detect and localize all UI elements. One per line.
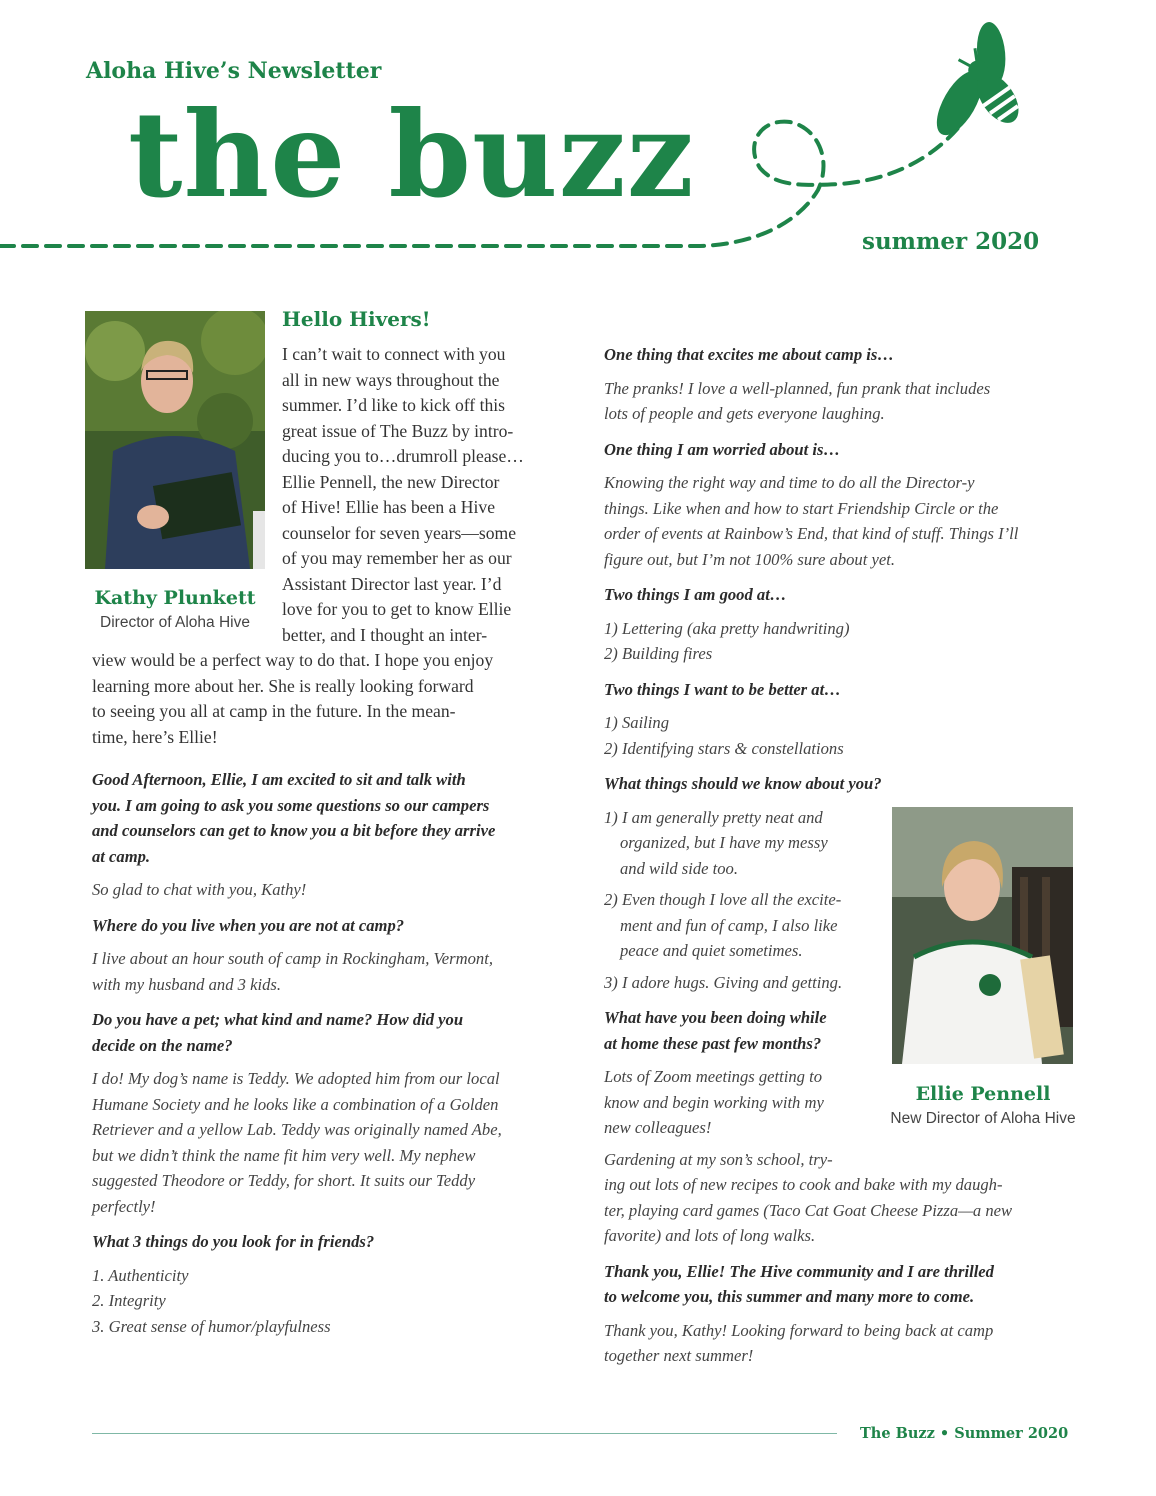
intro-line: to seeing you all at camp in the future. In the mean-: [92, 701, 456, 721]
answer: I live about an hour south of camp in Rockingham, Vermont, with my husband and 3 kids.: [92, 949, 493, 994]
question: What have you been doing while at home these past few months?: [604, 1008, 827, 1053]
answer: Gardening at my son’s school, try- ing out lots of new recipes to cook and bake with my daugh- ter, playing card games (Taco Cat Goat Cheese Pizza—a new favorite) and lots of long walks.: [604, 1149, 1013, 1245]
question: What 3 things do you look for in friends?: [92, 1232, 375, 1251]
intro-line: ducing you to…drumroll please…: [282, 446, 524, 466]
intro-line: summer. I’d like to kick off this: [282, 395, 505, 415]
question: What things should we know about you?: [604, 774, 882, 793]
intro-line: love for you to get to know Ellie: [282, 599, 512, 619]
question: Good Afternoon, Ellie, I am excited to sit and talk with you. I am going to ask you some questions so our campers and counselors can get to know you a bit before they arrive at camp.: [92, 770, 496, 866]
answer: 3) I adore hugs. Giving and getting.: [604, 972, 843, 992]
intro-line: of Hive! Ellie has been a Hive: [282, 497, 495, 517]
answer: 1) Sailing 2) Identifying stars & constellations: [604, 713, 844, 758]
intro-line: I can’t wait to connect with you: [282, 344, 506, 364]
ellie-caption-name: Ellie Pennell: [915, 1083, 1051, 1105]
intro-line: Ellie Pennell, the new Director: [282, 472, 500, 492]
footer-divider: [92, 1433, 837, 1434]
ellie-caption-role: New Director of Aloha Hive: [890, 1110, 1076, 1127]
kathy-caption-role: Director of Aloha Hive: [100, 614, 250, 631]
newsletter-subtitle: Aloha Hive’s Newsletter: [86, 58, 382, 84]
intro-line: of you may remember her as our: [282, 548, 512, 568]
question: Do you have a pet; what kind and name? How did you decide on the name?: [92, 1010, 464, 1055]
question: Where do you live when you are not at camp?: [92, 915, 405, 935]
answer: 1. Authenticity 2. Integrity 3. Great sense of humor/playfulness: [92, 1265, 331, 1336]
intro-line: view would be a perfect way to do that. I hope you enjoy: [92, 650, 494, 670]
answer: Knowing the right way and time to do all the Director-y things. Like when and how to start Friendship Circle or the order of events at Rainbow’s End, that kind of stuff. Things I’ll figure out, but I’m not 100% sure about yet.: [604, 473, 1019, 569]
ellie-photo: [892, 807, 1073, 1064]
answer: 2) Even though I love all the excite- ment and fun of camp, I also like peace and quiet sometimes.: [604, 890, 842, 960]
answer: I do! My dog’s name is Teddy. We adopted him from our local Humane Society and he looks like a combination of a Golden Retriever and a yellow Lab. Teddy was originally named Abe, but we didn’t think the name fit him very well. My nephew suggested Theodore or Teddy, for short. It suits our Teddy perfectly!: [92, 1069, 502, 1216]
question: Thank you, Ellie! The Hive community and I are thrilled to welcome you, this summer and many more to come.: [604, 1261, 994, 1306]
answer: 1) I am generally pretty neat and organized, but I have my messy and wild side too.: [604, 807, 828, 878]
issue-label: summer 2020: [862, 228, 1040, 255]
answer: Thank you, Kathy! Looking forward to being back at camp together next summer!: [604, 1320, 994, 1365]
intro-line: counselor for seven years—some: [282, 523, 517, 543]
left-interview-column: [92, 767, 572, 1349]
answer: 1) Lettering (aka pretty handwriting) 2) Building fires: [604, 618, 850, 663]
newsletter-title: the buzz: [128, 85, 695, 224]
bee-icon: [895, 9, 1053, 163]
question: One thing that excites me about camp is…: [604, 345, 894, 364]
intro-line: great issue of The Buzz by intro-: [282, 421, 514, 441]
intro-heading: Hello Hivers!: [282, 307, 431, 331]
intro-line: better, and I thought an inter-: [282, 625, 488, 645]
intro-line: all in new ways throughout the: [282, 370, 500, 390]
intro-line: learning more about her. She is really looking forward: [92, 676, 474, 696]
question: Two things I want to be better at…: [604, 679, 841, 699]
answer: So glad to chat with you, Kathy!: [92, 880, 307, 899]
answer: The pranks! I love a well-planned, fun prank that includes lots of people and gets everyone laughing.: [604, 378, 991, 423]
question: One thing I am worried about is…: [604, 439, 841, 459]
intro-line: Assistant Director last year. I’d: [282, 574, 502, 594]
intro-line: time, here’s Ellie!: [92, 727, 218, 747]
answer: Lots of Zoom meetings getting to know and begin working with my new colleagues!: [604, 1067, 824, 1137]
kathy-photo: [85, 311, 265, 569]
question: Two things I am good at…: [604, 585, 787, 604]
kathy-caption-name: Kathy Plunkett: [94, 587, 256, 609]
footer-label: The Buzz • Summer 2020: [860, 1425, 1069, 1442]
